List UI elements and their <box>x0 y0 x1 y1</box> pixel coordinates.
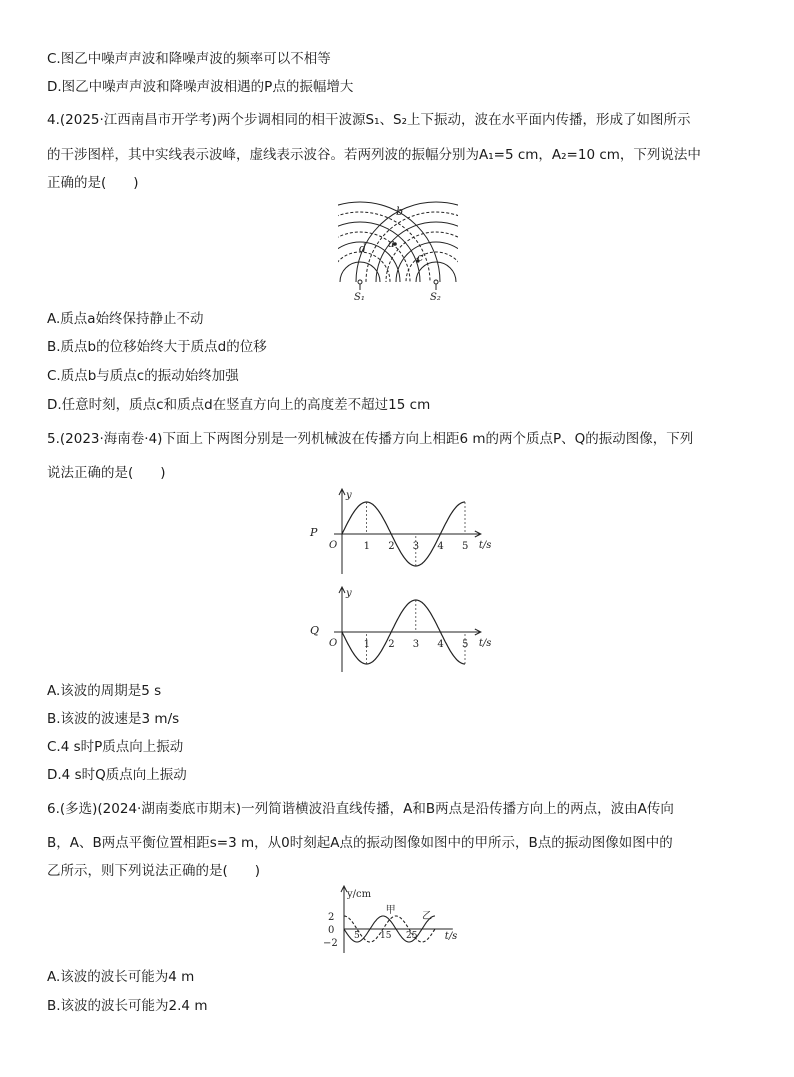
q4-stem-line1: 4.(2025·江西南昌市开学考)两个步调相同的相干波源S₁、S₂上下振动，波在水平面内传播，形成了如图所示 <box>47 112 691 128</box>
point-b-label: b <box>396 205 404 218</box>
q3-option-d: D.图乙中噪声声波和降噪声波相遇的P点的振幅增大 <box>47 79 354 95</box>
point-a-label: a <box>388 237 395 250</box>
x-axis-label: t/s <box>478 540 492 551</box>
q4-option-c: C.质点b与质点c的振动始终加强 <box>47 368 239 384</box>
x-axis-label: t/s <box>478 638 492 649</box>
origin-label: O <box>329 638 338 649</box>
x-tick-label: 1 <box>363 639 370 650</box>
q5-stem-line1: 5.(2023·海南卷·4)下面上下两图分别是一列机械波在传播方向上相距6 m的两个质点P、Q的振动图像，下列 <box>47 431 694 447</box>
q5-stem-line2: 说法正确的是( ) <box>47 465 166 481</box>
chart-q-vibration <box>300 584 500 674</box>
legend-label: 甲 <box>385 905 396 916</box>
q6-stem-line1: 6.(多选)(2024·湖南娄底市期末)一列简谐横波沿直线传播，A和B两点是沿传播方向上的两点，波由A传向 <box>47 801 674 817</box>
y-tick-label: 0 <box>328 925 335 936</box>
x-tick-label: 3 <box>412 639 420 650</box>
q6-stem-line3: 乙所示，则下列说法正确的是( ) <box>47 863 261 879</box>
x-tick-label: 2 <box>388 541 395 552</box>
x-tick-label: 2 <box>388 639 395 650</box>
x-tick-label: 5 <box>462 541 469 552</box>
panel-label: P <box>310 526 318 539</box>
point-d-label: d <box>359 242 367 255</box>
y-axis-label: y <box>346 588 352 599</box>
x-tick-label: 4 <box>437 639 444 650</box>
chart-p-vibration <box>300 486 500 576</box>
q4-stem-line3: 正确的是( ) <box>47 175 139 191</box>
legend-label: 乙 <box>422 911 432 922</box>
origin-label: O <box>329 540 338 551</box>
y-axis-label: y <box>346 490 352 501</box>
q5-option-b: B.该波的波速是3 m/s <box>47 711 180 727</box>
q4-option-b: B.质点b的位移始终大于质点d的位移 <box>47 339 267 355</box>
q6-stem-line2: B，A、B两点平衡位置相距s=3 m，从0时刻起A点的振动图像如图中的甲所示，B点的振动图像如图中的 <box>47 835 673 851</box>
q5-option-c: C.4 s时P质点向上振动 <box>47 739 184 755</box>
x-tick-label: 3 <box>412 541 420 552</box>
source-s1-label: S₁ <box>354 292 365 302</box>
panel-label: Q <box>310 624 320 637</box>
x-tick-label: 1 <box>363 541 370 552</box>
x-axis-label: t/s <box>444 931 458 942</box>
q6-option-a: A.该波的波长可能为4 m <box>47 969 195 985</box>
q5-option-d: D.4 s时Q质点向上振动 <box>47 767 187 783</box>
x-tick-label: 25 <box>406 931 418 941</box>
q3-option-c: C.图乙中噪声声波和降噪声波的频率可以不相等 <box>47 51 331 67</box>
x-tick-label: 4 <box>437 541 444 552</box>
point-c-label: c <box>417 251 424 264</box>
chart-ab-vibration <box>322 885 472 957</box>
interference-figure <box>338 200 458 302</box>
q5-option-a: A.该波的周期是5 s <box>47 683 162 699</box>
x-tick-label: 15 <box>380 931 392 941</box>
x-tick-label: 5 <box>354 931 360 941</box>
q4-option-d: D.任意时刻，质点c和质点d在竖直方向上的高度差不超过15 cm <box>47 397 431 413</box>
q6-option-b: B.该波的波长可能为2.4 m <box>47 998 208 1014</box>
y-tick-label: −2 <box>323 938 338 949</box>
source-s2-label: S₂ <box>430 292 441 302</box>
y-tick-label: 2 <box>328 912 335 923</box>
y-axis-label: y/cm <box>347 889 372 900</box>
q4-option-a: A.质点a始终保持静止不动 <box>47 311 204 327</box>
q4-stem-line2: 的干涉图样，其中实线表示波峰，虚线表示波谷。若两列波的振幅分别为A₁=5 cm，A₂=10 cm，下列说法中 <box>47 147 701 163</box>
x-tick-label: 5 <box>462 639 469 650</box>
